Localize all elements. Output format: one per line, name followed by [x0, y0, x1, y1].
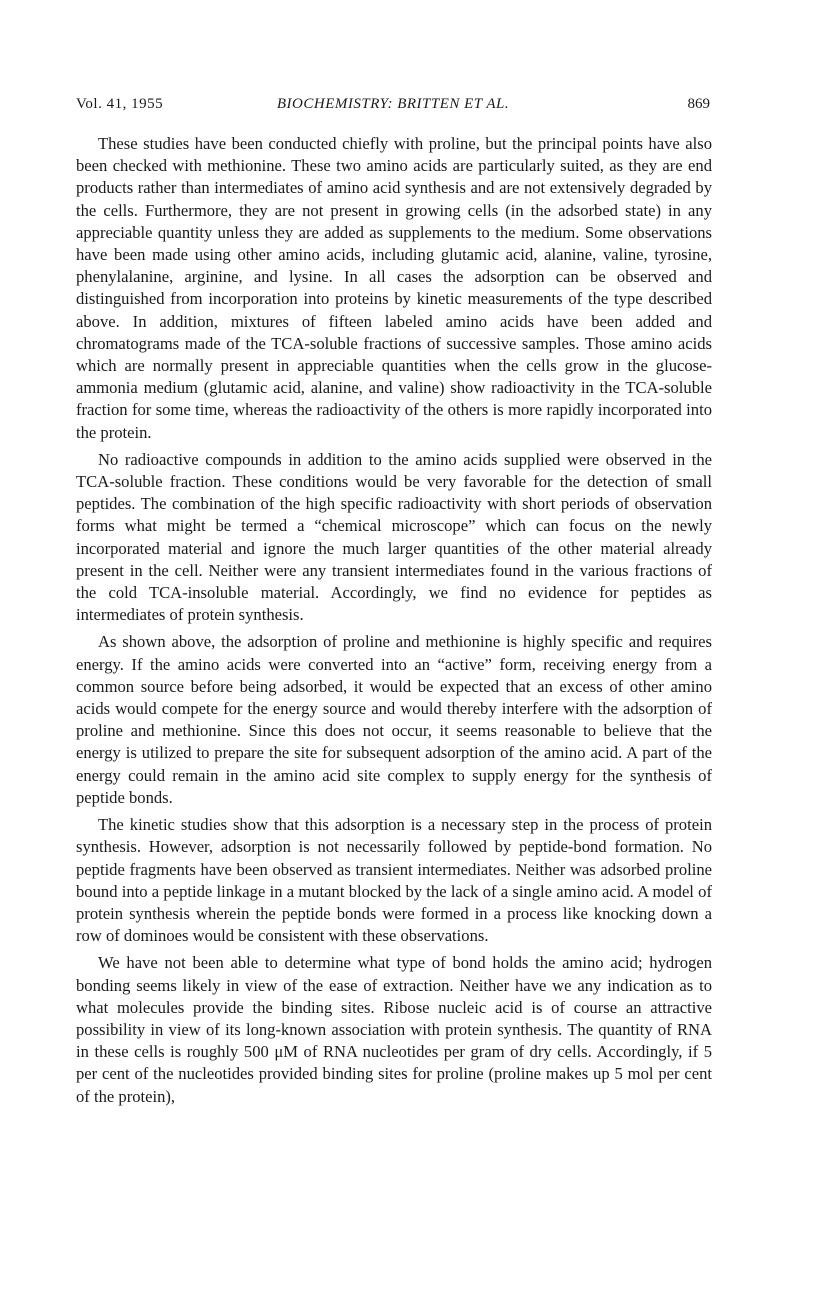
running-title: BIOCHEMISTRY: BRITTEN ET AL.	[276, 96, 510, 112]
paragraph: As shown above, the adsorption of proline and methionine is highly specific and requires energy. If the amino acids were converted into an “active” form, receiving energy from a common source before being adsorbed, it would be expected that an excess of other amino acids would compete for the energy source and would thereby interfere with the adsorption of proline and methionine. Since this does not occur, it seems reasonable to believe that the energy is utilized to prepare the site for subsequent adsorption of the amino acid. A part of the energy could remain in the amino acid site complex to supply energy for the synthesis of peptide bonds.	[76, 632, 712, 807]
paragraph: The kinetic studies show that this adsorption is a necessary step in the process of protein synthesis. However, adsorption is not necessarily followed by peptide-bond formation. No peptide fragments have been observed as transient intermediates. Neither was adsorbed proline bound into a peptide linkage in a mutant blocked by the lack of a single amino acid. A model of protein synthesis wherein the peptide bonds were formed in a process like knocking down a row of dominoes would be consistent with these observations.	[76, 815, 712, 946]
paragraph: We have not been able to determine what type of bond holds the amino acid; hydrogen bonding seems likely in view of the ease of extraction. Neither have we any indication as to what molecules provide the binding sites. Ribose nucleic acid is of course an attractive possibility in view of its long-known association with protein synthesis. The quantity of RNA in these cells is roughly 500 μM of RNA nucleotides per gram of dry cells. Accordingly, if 5 per cent of the nucleotides provided binding sites for proline (proline makes up 5 mol per cent of the protein),	[76, 953, 712, 1106]
body-text	[76, 133, 712, 1113]
page-number: 869	[687, 96, 710, 112]
running-head	[76, 96, 710, 118]
volume-label: Vol. 41, 1955	[76, 96, 164, 112]
paragraph: These studies have been conducted chiefly with proline, but the principal points have also been checked with methionine. These two amino acids are particularly suited, as they are end products rather than intermediates of amino acid synthesis and are not extensively degraded by the cells. Furthermore, they are not present in growing cells (in the adsorbed state) in any appreciable quantity unless they are added as supplements to the medium. Some observations have been made using other amino acids, including glutamic acid, alanine, valine, tyrosine, phenylalanine, arginine, and lysine. In all cases the adsorption can be observed and distinguished from incorporation into proteins by kinetic measurements of the type described above. In addition, mixtures of fifteen labeled amino acids have been added and chromatograms made of the TCA-soluble fractions of successive samples. Those amino acids which are normally present in appreciable quantities when the cells grow in the glucose-ammonia medium (glutamic acid, alanine, and valine) show radioactivity in the TCA-soluble fraction for some time, whereas the radioactivity of the others is more rapidly incorporated into the protein.	[76, 134, 712, 442]
paragraph: No radioactive compounds in addition to the amino acids supplied were observed in the TCA-soluble fraction. These conditions would be very favorable for the detection of small peptides. The combination of the high specific radioactivity with short periods of observation forms what might be termed a “chemical microscope” which can focus on the newly incorporated material and ignore the much larger quantities of the other material already present in the cell. Neither were any transient intermediates found in the various fractions of the cold TCA-insoluble material. Accordingly, we find no evidence for peptides as intermediates of protein synthesis.	[76, 449, 712, 625]
